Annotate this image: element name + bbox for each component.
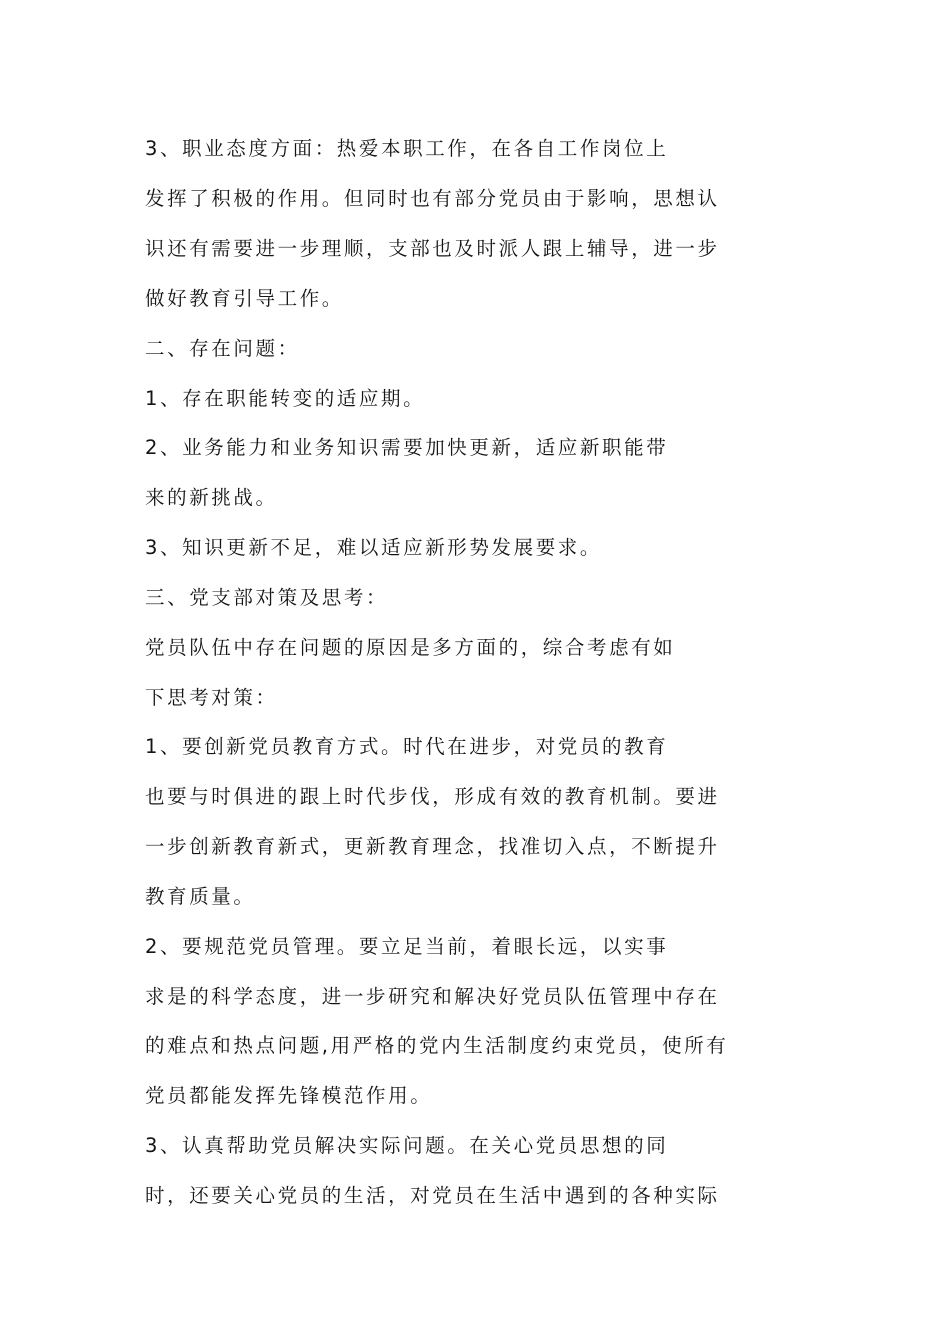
paragraph-line: 党员都能发挥先锋模范作用。 <box>145 1084 433 1107</box>
paragraph-line: 一步创新教育新式，更新教育理念，找准切入点，不断提升 <box>145 835 720 858</box>
paragraph-line: 教育质量。 <box>145 885 256 908</box>
paragraph-line: 3、职业态度方面：热爱本职工作，在各自工作岗位上 <box>145 137 669 160</box>
paragraph-line: 3、知识更新不足，难以适应新形势发展要求。 <box>145 536 603 559</box>
paragraph-line: 的难点和热点问题,用严格的党内生活制度约束党员，使所有 <box>145 1034 729 1057</box>
paragraph-line: 识还有需要进一步理顺，支部也及时派人跟上辅导，进一步 <box>145 237 720 260</box>
paragraph-line: 党员队伍中存在问题的原因是多方面的，综合考虑有如 <box>145 636 676 659</box>
paragraph-line: 2、要规范党员管理。要立足当前，着眼长远，以实事 <box>145 935 669 958</box>
paragraph-line: 2、业务能力和业务知识需要加快更新，适应新职能带 <box>145 436 669 459</box>
paragraph-line: 来的新挑战。 <box>145 486 278 509</box>
paragraph-line: 下思考对策： <box>145 686 278 709</box>
paragraph-line: 时，还要关心党员的生活，对党员在生活中遇到的各种实际 <box>145 1184 720 1207</box>
paragraph-line: 也要与时俱进的跟上时代步伐，形成有效的教育机制。要进 <box>145 785 720 808</box>
section-heading: 三、党支部对策及思考： <box>145 586 389 609</box>
section-heading: 二、存在问题： <box>145 337 300 360</box>
paragraph-line: 3、认真帮助党员解决实际问题。在关心党员思想的同 <box>145 1134 669 1157</box>
paragraph-line: 求是的科学态度，进一步研究和解决好党员队伍管理中存在 <box>145 985 720 1008</box>
paragraph-line: 1、存在职能转变的适应期。 <box>145 387 426 410</box>
paragraph-line: 发挥了积极的作用。但同时也有部分党员由于影响，思想认 <box>145 187 720 210</box>
paragraph-line: 做好教育引导工作。 <box>145 287 344 310</box>
paragraph-line: 1、要创新党员教育方式。时代在进步，对党员的教育 <box>145 735 669 758</box>
